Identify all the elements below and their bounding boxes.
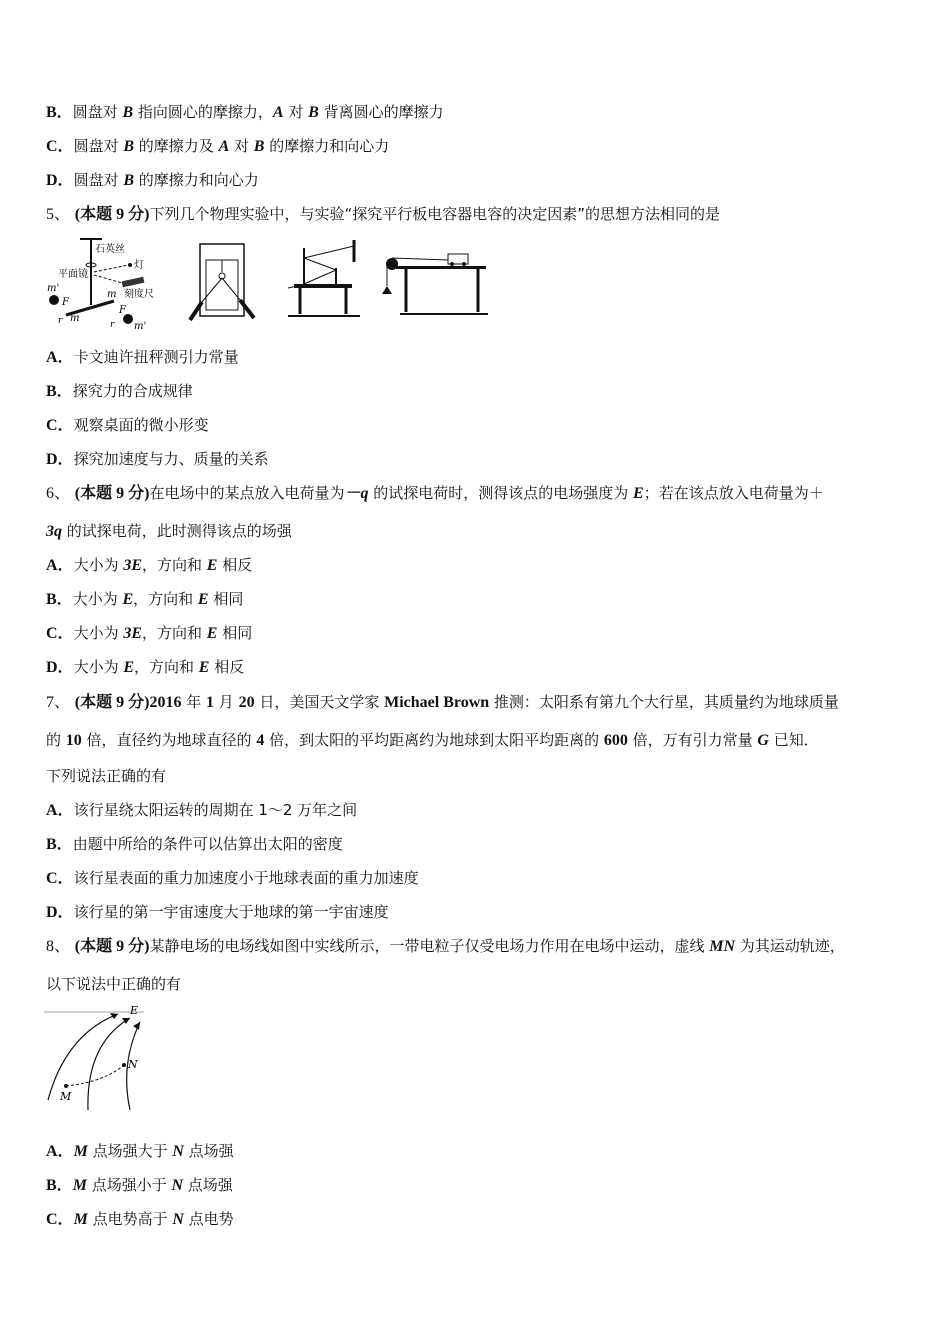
- svg-text:r: r: [58, 316, 63, 326]
- svg-text:m': m': [47, 283, 60, 294]
- q4-option-d[interactable]: D．圆盘对 B 的摩擦力和向心力: [46, 171, 259, 189]
- electric-field-lines-figure: [44, 1004, 154, 1114]
- svg-text:E: E: [130, 1004, 139, 1017]
- q6-stem-line2: 3q 的试探电荷，此时测得该点的场强: [46, 522, 292, 540]
- q5-option-c[interactable]: C．观察桌面的微小形变: [46, 416, 209, 434]
- q6-option-c[interactable]: C．大小为 3E，方向和 E 相同: [46, 624, 253, 642]
- cart-pulley-figure: [382, 250, 492, 318]
- svg-text:F: F: [119, 305, 126, 316]
- q7-option-a[interactable]: A．该行星绕太阳运转的周期在 1～2 万年之间: [46, 801, 358, 819]
- q8-option-a[interactable]: A．M 点场强大于 N 点场强: [46, 1142, 234, 1160]
- q6-option-b[interactable]: B．大小为 E，方向和 E 相同: [46, 590, 244, 608]
- svg-text:m: m: [70, 313, 80, 324]
- q5-option-a[interactable]: A．卡文迪许扭秤测引力常量: [46, 348, 239, 366]
- svg-text:刻度尺: 刻度尺: [124, 289, 154, 300]
- q5-option-b[interactable]: B．探究力的合成规律: [46, 382, 193, 400]
- svg-text:平面镜: 平面镜: [58, 269, 88, 280]
- q6-stem-line1: 6、 (本题 9 分)在电场中的某点放入电荷量为－q 的试探电荷时，测得该点的电场强度为 E；若在该点放入电荷量为＋: [46, 484, 824, 502]
- q8-option-c[interactable]: C．M 点电势高于 N 点电势: [46, 1210, 234, 1228]
- q7-stem-line2: 的 10 倍，直径约为地球直径的 4 倍，到太阳的平均距离约为地球到太阳平均距离的 600 倍，万有引力常量 G 已知．: [46, 731, 819, 749]
- q8-option-b[interactable]: B．M 点场强小于 N 点场强: [46, 1176, 233, 1194]
- question-number: 5、: [46, 206, 71, 223]
- q7-option-b[interactable]: B．由题中所给的条件可以估算出太阳的密度: [46, 835, 343, 853]
- option-letter: B．: [46, 104, 73, 121]
- q4-option-c[interactable]: C．圆盘对 B 的摩擦力及 A 对 B 的摩擦力和向心力: [46, 137, 390, 155]
- force-composition-figure: [184, 238, 264, 323]
- q8-stem-line2: 以下说法中正确的有: [46, 975, 182, 993]
- q7-stem-line3: 下列说法正确的有: [46, 767, 167, 785]
- q7-stem-line1: 7、 (本题 9 分)2016 年 1 月 20 日，美国天文学家 Michael Brown 推测：太阳系有第九个大行星，其质量约为地球质量: [46, 693, 839, 711]
- svg-text:石英丝: 石英丝: [95, 244, 125, 255]
- svg-text:M: M: [60, 1090, 72, 1103]
- q5-option-d[interactable]: D．探究加速度与力、质量的关系: [46, 450, 269, 468]
- table-deformation-figure: [284, 238, 374, 320]
- torsion-balance-figure: [44, 235, 164, 333]
- svg-text:灯: 灯: [134, 260, 144, 271]
- svg-text:r: r: [110, 320, 115, 330]
- question-score: (本题 9 分): [74, 206, 150, 223]
- q4-option-b[interactable]: B．圆盘对 B 指向圆心的摩擦力，A 对 B 背离圆心的摩擦力: [46, 103, 444, 121]
- svg-text:m': m': [134, 321, 147, 332]
- q6-option-d[interactable]: D．大小为 E，方向和 E 相反: [46, 658, 245, 676]
- svg-text:m: m: [107, 289, 117, 300]
- q7-option-d[interactable]: D．该行星的第一宇宙速度大于地球的第一宇宙速度: [46, 903, 389, 921]
- q6-option-a[interactable]: A．大小为 3E，方向和 E 相反: [46, 556, 253, 574]
- q8-stem-line1: 8、 (本题 9 分)某静电场的电场线如图中实线所示，一带电粒子仅受电场力作用在电场中运动，虚线 MN 为其运动轨迹，: [46, 937, 845, 955]
- svg-text:N: N: [128, 1058, 138, 1071]
- q5-stem: 5、 (本题 9 分)下列几个物理实验中，与实验“探究平行板电容器电容的决定因素”的思想方法相同的是: [46, 205, 721, 223]
- q7-option-c[interactable]: C．该行星表面的重力加速度小于地球表面的重力加速度: [46, 869, 419, 887]
- svg-text:F: F: [62, 297, 69, 308]
